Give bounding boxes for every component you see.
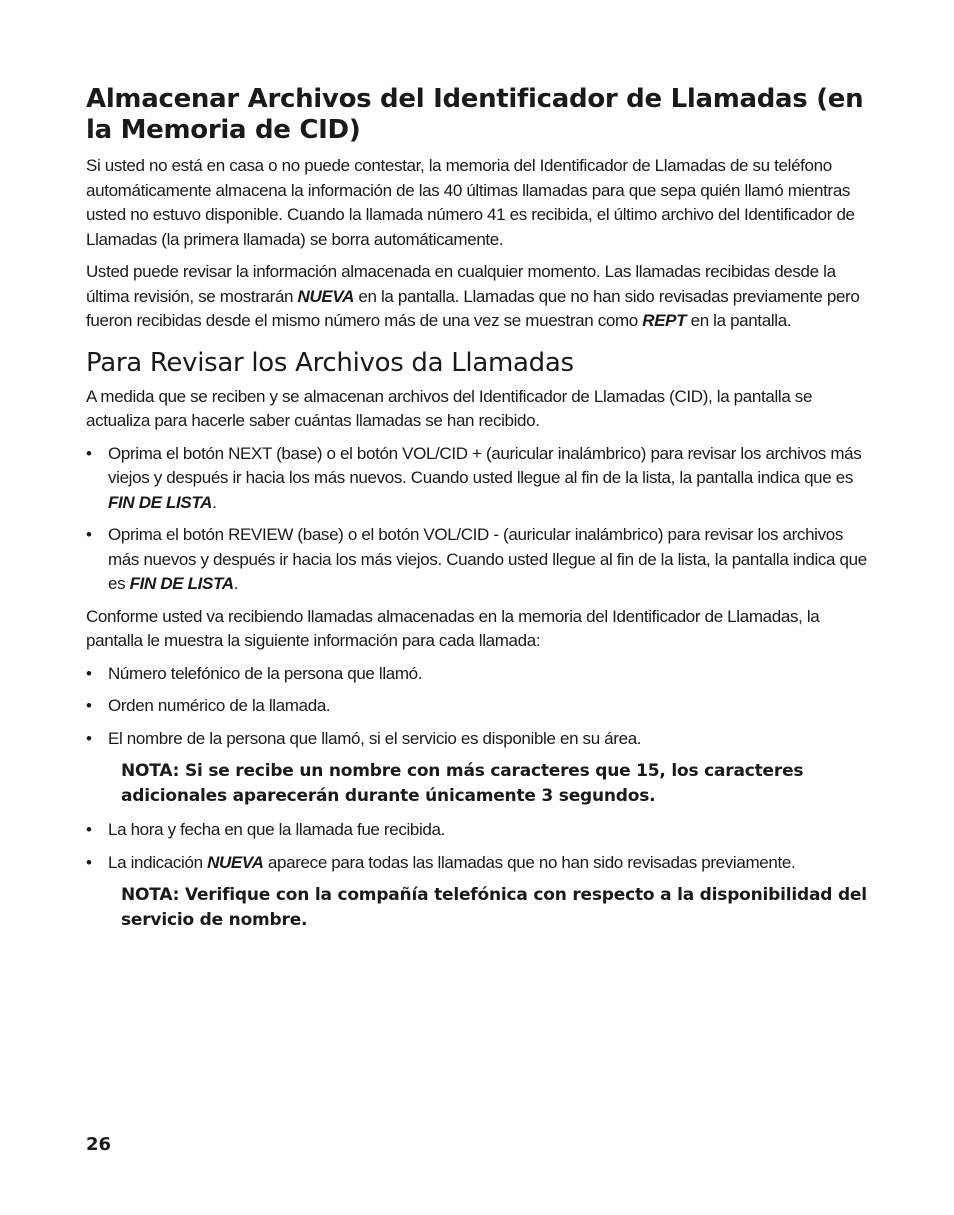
list-item-text: Número telefónico de la persona que llamó.	[108, 663, 423, 683]
list-item-call-order	[86, 694, 876, 719]
text-fragment: en la pantalla. Llamadas que no han sido revisadas previamente pero fueron recibidas desde el mismo número más de una vez se muestran como	[86, 286, 860, 330]
end-of-list-indicator: FIN DE LISTA	[108, 492, 213, 512]
display-info-list-continued	[86, 818, 876, 875]
bullet-icon: •	[86, 820, 92, 839]
text-fragment: Oprima el botón REVIEW (base) o el botón VOL/CID - (auricular inalámbrico) para revisar los archivos más nuevos y después ir hacia los más viejos. Cuando usted llegue al fin de la lista, la pantalla indica que es	[108, 525, 867, 593]
text-fragment: aparece para todas las llamadas que no han sido revisadas previamente.	[263, 852, 796, 872]
end-of-list-indicator: FIN DE LISTA	[129, 574, 234, 593]
manual-page	[86, 84, 876, 942]
text-fragment: Oprima el botón NEXT (base) o el botón VOL/CID + (auricular inalámbrico) para revisar los archivos más viejos y después ir hacia los más nuevos. Cuando usted llegue al fin de la lista, la pantalla indica que es	[108, 443, 862, 487]
list-item-review-button	[86, 523, 876, 597]
list-item-caller-name	[86, 727, 876, 752]
list-item-text: El nombre de la persona que llamó, si el servicio es disponible en su área.	[108, 728, 642, 748]
bullet-icon: •	[86, 728, 92, 748]
list-item-text: Orden numérico de la llamada.	[108, 696, 331, 715]
nueva-indicator: NUEVA	[207, 852, 264, 872]
bullet-icon: •	[86, 696, 92, 715]
paragraph-intro: A medida que se reciben y se almacenan archivos del Identificador de Llamadas (CID), la pantalla se actualiza para hacerle saber cuántas llamadas se han recibido.	[86, 386, 813, 430]
bullet-icon: •	[86, 663, 92, 683]
paragraph-review-info	[86, 260, 876, 334]
bullet-icon: •	[86, 852, 92, 872]
nueva-indicator: NUEVA	[297, 286, 355, 306]
section-title-store-cid: Almacenar Archivos del Identificador de Llamadas (en la Memoria de CID)	[86, 84, 864, 145]
paragraph-display-info: Conforme usted va recibiendo llamadas almacenadas en la memoria del Identificador de Llamadas, la pantalla le muestra la siguiente información para cada llamada:	[86, 606, 820, 650]
text-fragment: .	[212, 492, 217, 512]
bullet-icon: •	[86, 443, 92, 463]
text-fragment: Usted puede revisar la información almacenada en cualquier momento. Las llamadas recibidas desde la última revisión, se mostrarán	[86, 262, 836, 306]
paragraph-cid-memory: Si usted no está en casa o no puede contestar, la memoria del Identificador de Llamadas de su teléfono automáticamente almacena la información de las 40 últimas llamadas para que sepa quién llamó mientras usted no estuvo disponible. Cuando la llamada número 41 es recibida, el último archivo del Identificador de Llamadas (la primera llamada) se borra automáticamente.	[86, 156, 855, 249]
list-item-next-button	[86, 442, 876, 516]
text-fragment: en la pantalla.	[686, 311, 792, 330]
note-name-length: NOTA: Si se recibe un nombre con más caracteres que 15, los caracteres adicionales aparecerán durante únicamente 3 segundos.	[121, 761, 804, 806]
text-fragment: La indicación	[108, 852, 208, 872]
display-info-list	[86, 662, 876, 752]
rept-indicator: REPT	[642, 311, 687, 330]
note-name-service: NOTA: Verifique con la compañía telefónica con respecto a la disponibilidad del servicio de nombre.	[121, 885, 867, 930]
list-item-new-indicator	[86, 851, 876, 876]
list-item-text: La hora y fecha en que la llamada fue recibida.	[108, 820, 446, 839]
list-item-phone-number	[86, 662, 876, 687]
list-item-time-date	[86, 818, 876, 843]
page-number: 26	[86, 1134, 112, 1155]
bullet-icon: •	[86, 525, 92, 544]
instruction-list	[86, 442, 876, 597]
section-title-review-records: Para Revisar los Archivos da Llamadas	[86, 347, 574, 378]
text-fragment: .	[233, 574, 239, 593]
